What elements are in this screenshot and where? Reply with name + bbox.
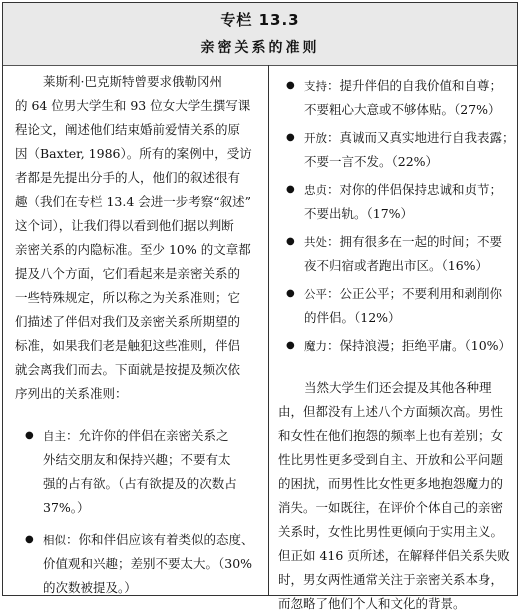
intro-line: 标准，如果我们老是触犯这些准则，伴侣 <box>15 338 241 353</box>
rule-text: ：允许你的伴侣在亲密关系之 <box>66 428 229 443</box>
intro-line: 趣（我们在专栏 13.4 会进一步考察“叙述” <box>15 194 252 209</box>
rule-item <box>43 533 254 547</box>
rule-item <box>304 79 502 93</box>
intro-line: 莱斯利·巴克斯特曾要求俄勒冈州 <box>43 74 222 89</box>
rule-term: 魔力 <box>304 339 327 353</box>
sidebar-box <box>2 2 518 611</box>
rule-term: 支持 <box>304 79 327 93</box>
intro-line: 的 64 位男大学生和 93 位女大学生撰写课 <box>15 98 251 113</box>
closing-line: 由，但都没有上述八个方面频次高。男性 <box>278 404 504 419</box>
rule-term: 相似 <box>43 533 66 547</box>
rule-term: 共处 <box>304 235 327 249</box>
rule-item <box>43 429 229 443</box>
bullet-dot-icon: ● <box>286 236 295 247</box>
closing-line: 关系时，女性比男性更倾向于实用主义。 <box>278 524 504 539</box>
bullet-dot-icon: ● <box>286 132 295 143</box>
bullet-dot-icon: ● <box>25 430 34 441</box>
intro-line: 就会离我们而去。下面就是按提及频次依 <box>15 362 241 377</box>
intro-line: 一些特殊规定，所以称之为关系准则；它 <box>15 290 241 305</box>
intro-line: 这个词），让我们得以看到他们据以判断 <box>15 218 234 233</box>
rule-line: 的次数被提及。） <box>43 580 137 595</box>
rule-line: 的伴侣。（12%） <box>304 310 401 325</box>
intro-line: 因（Baxter, 1986）。所有的案例中，受访 <box>15 146 252 161</box>
rule-text: ：真诚而又真实地进行自我表露； <box>327 130 515 145</box>
bullet-dot-icon: ● <box>286 340 295 351</box>
intro-line: 程论文，阐述他们结束婚前爱情关系的原 <box>15 122 241 137</box>
box-label: 专栏 13.3 <box>220 11 300 29</box>
rule-text: ：对你的伴侣保持忠诚和贞节； <box>327 182 503 197</box>
rule-term: 忠贞 <box>304 183 327 197</box>
rule-line: 不要一言不发。（22%） <box>304 154 439 169</box>
rule-item <box>304 339 511 353</box>
rule-text: ：保持浪漫；拒绝平庸。（10%） <box>327 338 512 353</box>
closing-line: 而忽略了他们个人和文化的背景。 <box>278 596 466 611</box>
intro-line: 提及八个方面，它们看起来是亲密关系的 <box>15 266 241 281</box>
rule-line: 不要出轨。（17%） <box>304 206 414 221</box>
right-column <box>268 65 517 611</box>
rule-line: 价值观和兴趣；差别不要太大。（30% <box>43 556 253 571</box>
rule-item <box>304 287 502 301</box>
rule-line: 夜不归宿或者跑出市区。（16%） <box>304 258 489 273</box>
rule-text: ：你和伴侣应该有着类似的态度、 <box>66 532 254 547</box>
intro-line: 序列出的关系准则： <box>15 386 128 401</box>
closing-line: 的困扰，而男性比女性更多地抱怨魔力的 <box>278 476 504 491</box>
rule-term: 开放 <box>304 131 327 145</box>
rule-item <box>304 131 515 145</box>
rule-item <box>304 235 502 249</box>
rule-line: 37%。） <box>43 500 90 515</box>
rule-line: 不要粗心大意或不够体贴。（27%） <box>304 102 501 117</box>
rule-text: ：公正公平；不要利用和剥削你 <box>327 286 503 301</box>
box-header <box>3 3 517 66</box>
rule-line: 外结交朋友和保持兴趣；不要有太 <box>43 452 231 467</box>
closing-line: 当然大学生们还会提及其他各种理 <box>304 380 492 395</box>
left-column <box>3 65 269 595</box>
rule-text: ：拥有很多在一起的时间；不要 <box>327 234 503 249</box>
closing-line: 但正如 416 页所述，在解释伴侣关系失败 <box>278 548 510 563</box>
intro-line: 们描述了伴侣对我们及亲密关系所期望的 <box>15 314 241 329</box>
rule-term: 公平 <box>304 287 327 301</box>
intro-line: 者都是先提出分手的人，他们的叙述很有 <box>15 170 241 185</box>
rule-text: ：提升伴侣的自我价值和自尊； <box>327 78 503 93</box>
bullet-dot-icon: ● <box>286 80 295 91</box>
closing-line: 和女性在他们抱怨的频率上也有差别；女 <box>278 428 504 443</box>
bullet-dot-icon: ● <box>286 288 295 299</box>
rule-term: 自主 <box>43 429 66 443</box>
bullet-dot-icon: ● <box>25 534 34 545</box>
bullet-dot-icon: ● <box>286 184 295 195</box>
box-title: 亲密关系的准则 <box>200 40 320 56</box>
intro-line: 亲密关系的内隐标准。至少 10% 的文章都 <box>15 242 251 257</box>
closing-line: 性比男性更多受到自主、开放和公平问题 <box>278 452 504 467</box>
closing-line: 时，男女两性通常关注于亲密关系本身， <box>278 572 504 587</box>
rule-line: 强的占有欲。（占有欲提及的次数占 <box>43 476 237 491</box>
closing-line: 消失。一如既往，在评价个体自己的亲密 <box>278 500 504 515</box>
rule-item <box>304 183 502 197</box>
